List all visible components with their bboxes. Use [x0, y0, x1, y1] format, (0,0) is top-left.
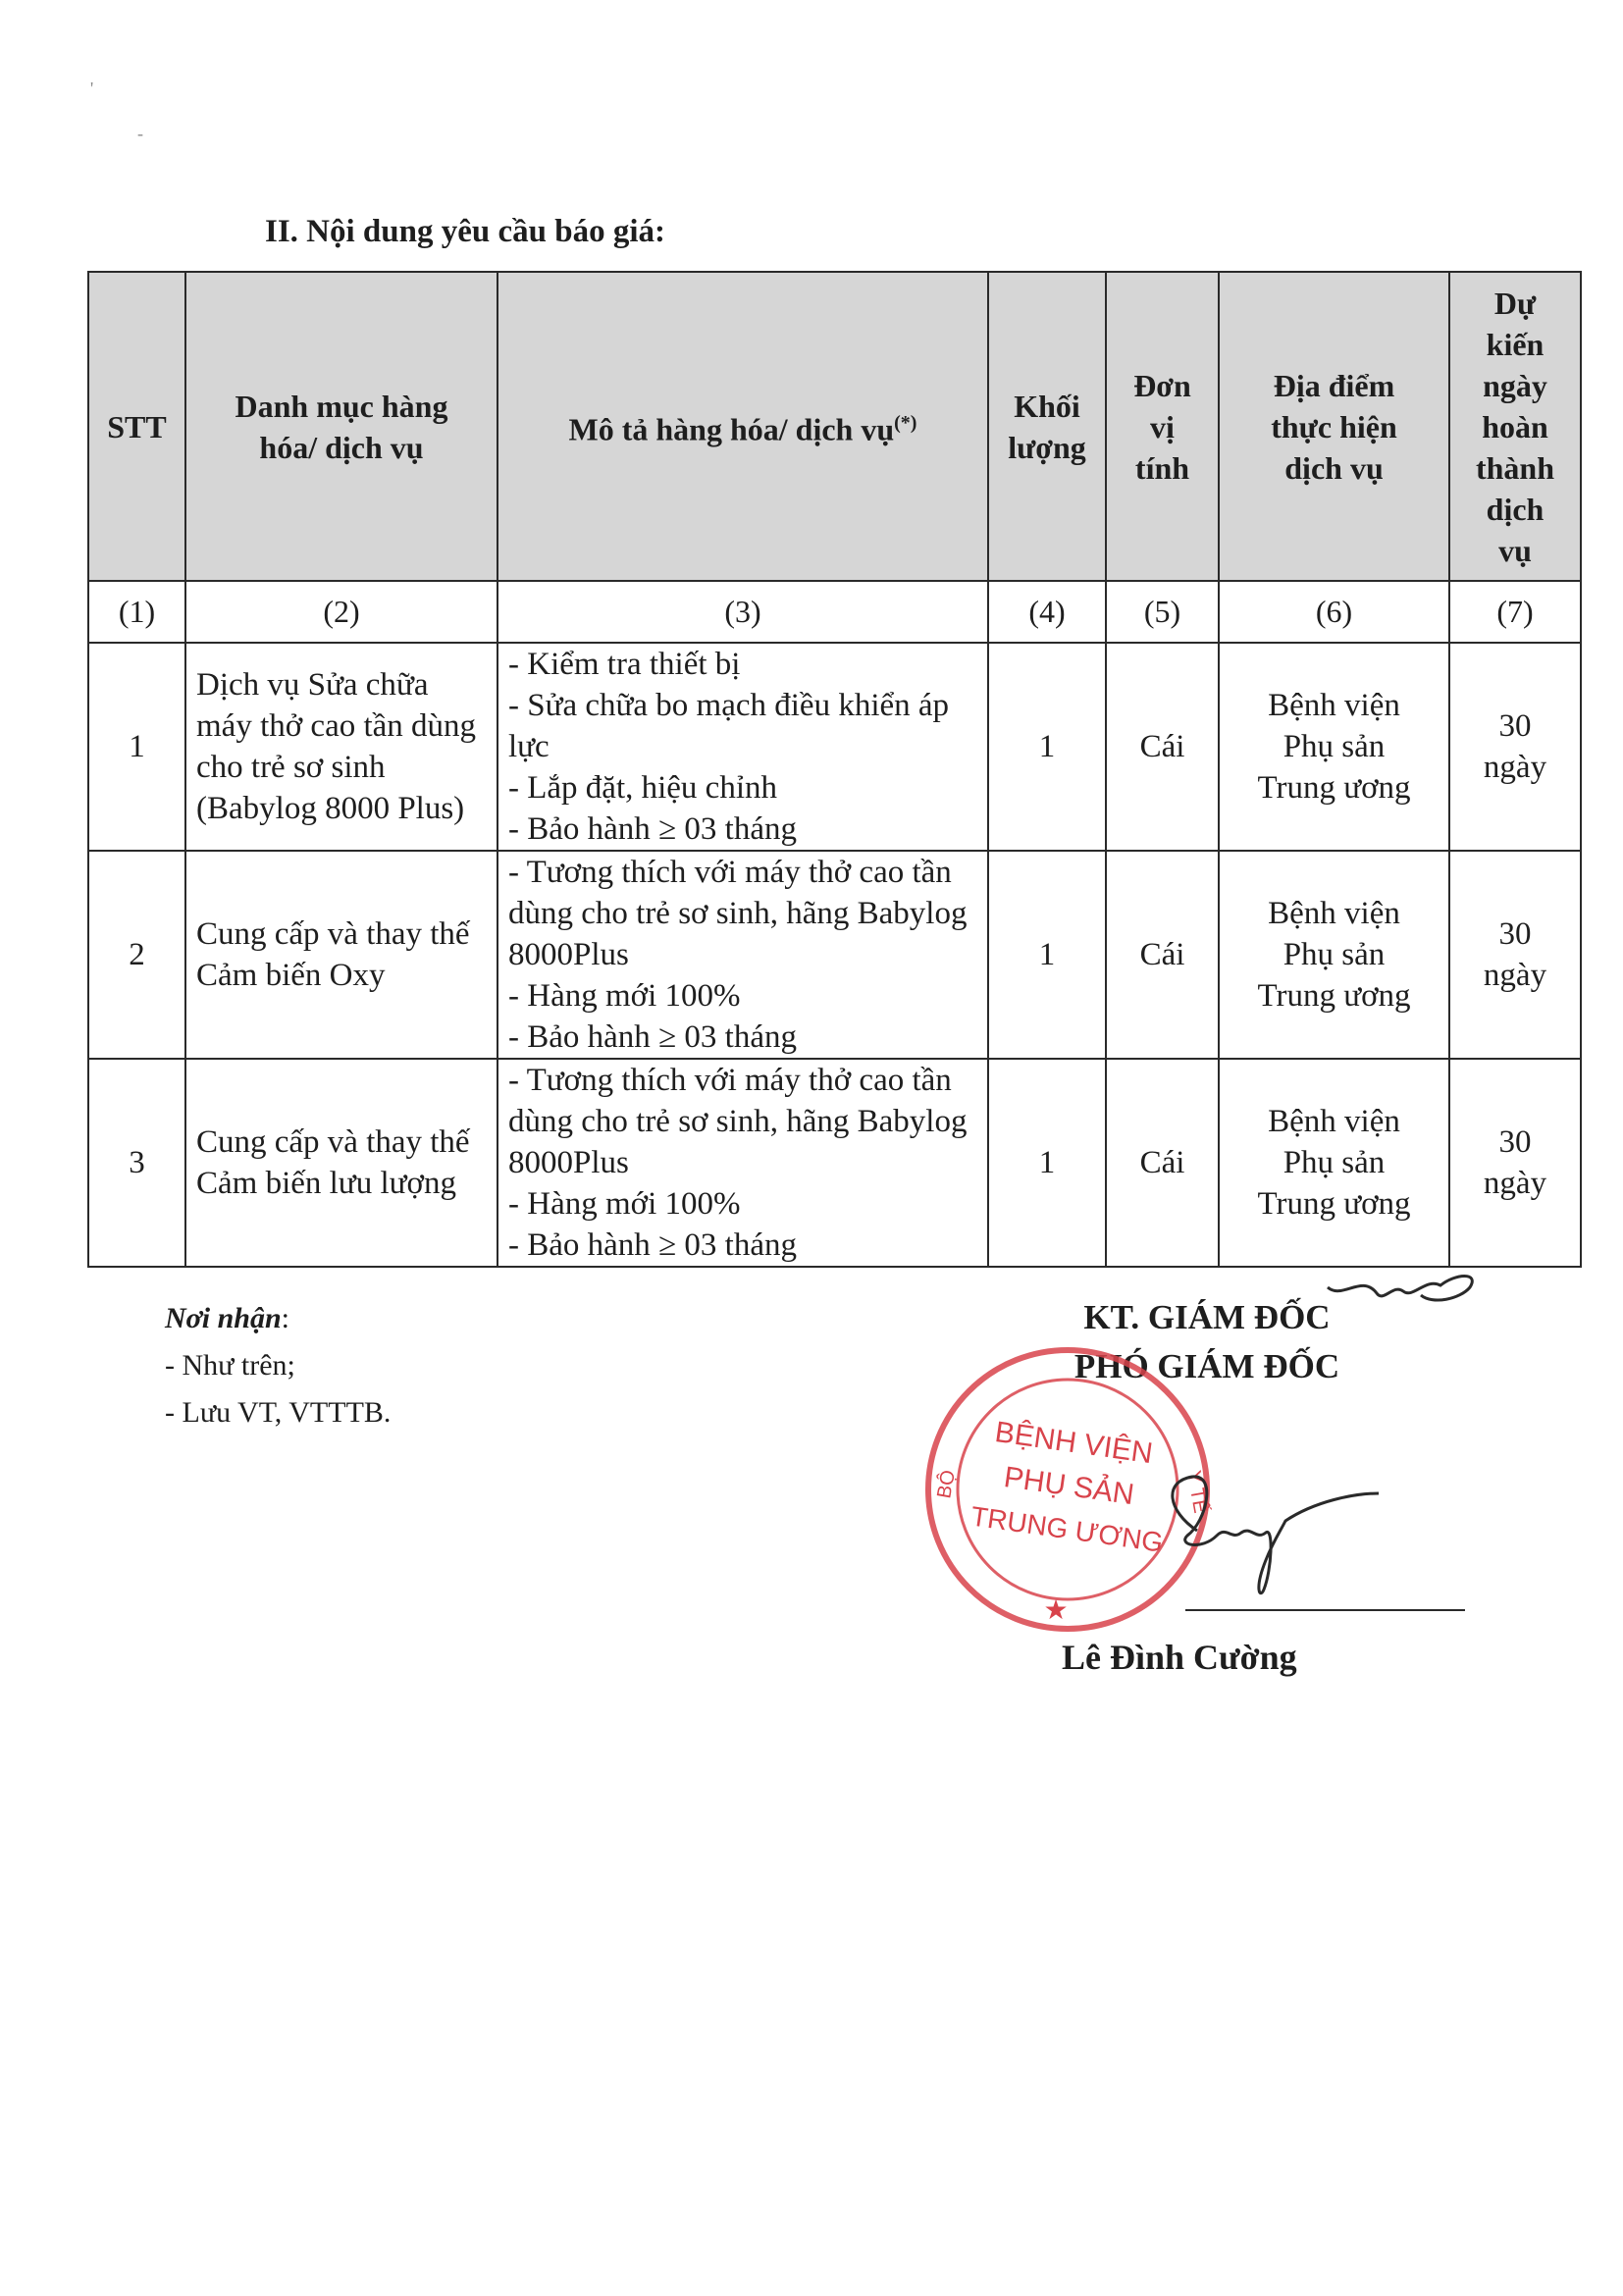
- header-unit: Đơn vị tính: [1106, 272, 1219, 581]
- row-item: Cung cấp và thay thế Cảm biến Oxy: [185, 851, 497, 1059]
- row-quantity: 1: [988, 643, 1106, 851]
- row-unit: Cái: [1106, 1059, 1219, 1267]
- row-unit: Cái: [1106, 851, 1219, 1059]
- row-stt: 3: [88, 1059, 185, 1267]
- recipient-line: - Lưu VT, VTTTB.: [165, 1396, 392, 1429]
- column-number: (1): [88, 581, 185, 643]
- handwritten-signature: [1158, 1442, 1384, 1609]
- signature-title-line1: KT. GIÁM ĐỐC: [1083, 1298, 1331, 1336]
- table-row: [88, 1059, 1581, 1267]
- initials-mark: [1323, 1266, 1490, 1325]
- row-stt: 2: [88, 851, 185, 1059]
- column-number-row: [88, 581, 1581, 643]
- row-place: Bệnh viện Phụ sản Trung ương: [1219, 643, 1449, 851]
- recipient-line: - Như trên;: [165, 1349, 295, 1382]
- row-description: - Kiểm tra thiết bị - Sửa chữa bo mạch điều khiển áp lực - Lắp đặt, hiệu chỉnh - Bảo hành ≥ 03 tháng: [497, 643, 988, 851]
- section-title: II. Nội dung yêu cầu báo giá:: [265, 214, 666, 249]
- scan-mark: -: [137, 124, 143, 143]
- row-item: Dịch vụ Sửa chữa máy thở cao tần dùng cho trẻ sơ sinh (Babylog 8000 Plus): [185, 643, 497, 851]
- column-number: (6): [1219, 581, 1449, 643]
- column-number: (7): [1449, 581, 1581, 643]
- header-quantity: Khối lượng: [988, 272, 1106, 581]
- header-item: Danh mục hàng hóa/ dịch vụ: [185, 272, 497, 581]
- row-place: Bệnh viện Phụ sản Trung ương: [1219, 1059, 1449, 1267]
- row-days: 30 ngày: [1449, 643, 1581, 851]
- header-description: Mô tả hàng hóa/ dịch vụ(*): [497, 272, 988, 581]
- row-quantity: 1: [988, 1059, 1106, 1267]
- row-quantity: 1: [988, 851, 1106, 1059]
- row-description: - Tương thích với máy thở cao tần dùng cho trẻ sơ sinh, hãng Babylog 8000Plus - Hàng mới 100% - Bảo hành ≥ 03 tháng: [497, 851, 988, 1059]
- column-number: (5): [1106, 581, 1219, 643]
- table-row: [88, 643, 1581, 851]
- recipients-heading: Nơi nhận:: [165, 1302, 289, 1334]
- header-stt: STT: [88, 272, 185, 581]
- table-header-row: [88, 272, 1581, 581]
- column-number: (3): [497, 581, 988, 643]
- seal-line3: TRUNG ƯƠNG: [969, 1500, 1166, 1558]
- column-number: (2): [185, 581, 497, 643]
- header-days: Dự kiến ngày hoàn thành dịch vụ: [1449, 272, 1581, 581]
- quote-table: [87, 271, 1582, 1268]
- seal-star-icon: ★: [1043, 1595, 1069, 1626]
- table-row: [88, 851, 1581, 1059]
- column-number: (4): [988, 581, 1106, 643]
- row-item: Cung cấp và thay thế Cảm biến lưu lượng: [185, 1059, 497, 1267]
- row-unit: Cái: [1106, 643, 1219, 851]
- seal-line2: PHỤ SẢN: [1001, 1460, 1136, 1512]
- seal-ministry-right: Y TẾ: [1182, 1469, 1212, 1515]
- recipients-block: [165, 1295, 391, 1436]
- row-days: 30 ngày: [1449, 1059, 1581, 1267]
- header-place: Địa điểm thực hiện dịch vụ: [1219, 272, 1449, 581]
- row-place: Bệnh viện Phụ sản Trung ương: [1219, 851, 1449, 1059]
- row-description: - Tương thích với máy thở cao tần dùng cho trẻ sơ sinh, hãng Babylog 8000Plus - Hàng mới 100% - Bảo hành ≥ 03 tháng: [497, 1059, 988, 1267]
- scan-mark: ': [90, 78, 94, 98]
- row-days: 30 ngày: [1449, 851, 1581, 1059]
- signature-title-line2: PHÓ GIÁM ĐỐC: [1073, 1347, 1340, 1385]
- seal-ministry-left: BỘ: [933, 1468, 960, 1500]
- signature-line: [1185, 1609, 1465, 1611]
- seal-line1: BỆNH VIỆN: [992, 1415, 1155, 1471]
- row-stt: 1: [88, 643, 185, 851]
- signer-name: Lê Đình Cường: [1062, 1638, 1297, 1677]
